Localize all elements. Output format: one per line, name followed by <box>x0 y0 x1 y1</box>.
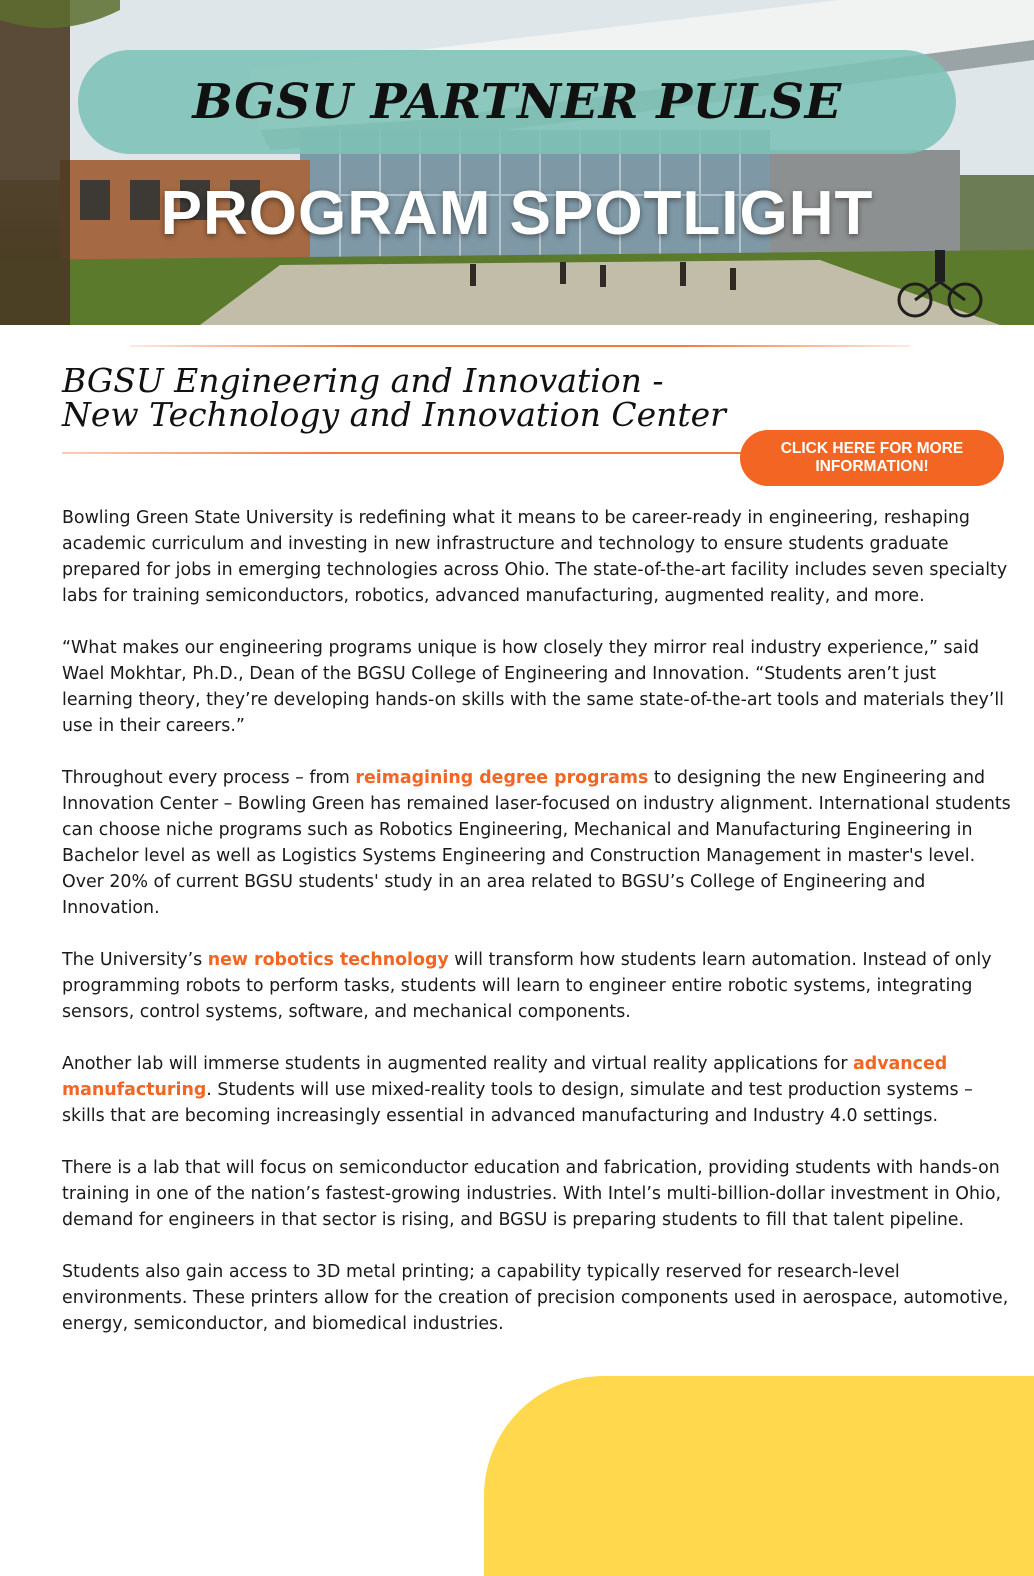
paragraph-1: Bowling Green State University is redefining what it means to be career-ready in engineering, reshaping academic curriculum and investing in new infrastructure and technology to ensure students graduate prepared for jobs in emerging technologies across Ohio. The state-of-the-art facility includes seven specialty labs for training semiconductors, robotics, advanced manufacturing, augmented reality, and more. <box>62 508 1008 606</box>
article-title <box>62 361 752 434</box>
new-robotics-technology-link[interactable]: new robotics technology <box>207 950 449 970</box>
more-information-button[interactable] <box>740 430 1004 486</box>
advanced-manufacturing-link[interactable]: advanced manufacturing <box>62 1054 948 1100</box>
divider-top <box>130 345 910 347</box>
article-body <box>62 505 1012 1363</box>
cta-line-2: INFORMATION! <box>815 458 929 475</box>
paragraph-3 <box>62 765 1012 921</box>
paragraph-4-text-b: will transform how students learn automation. Instead of only programming robots to perform tasks, students will learn to engineer entire robotic systems, integrating sensors, control systems, software, and mechanical components. <box>62 950 992 1022</box>
paragraph-3-text-a: Throughout every process – from <box>62 768 356 788</box>
newsletter-title: BGSU PARTNER PULSE <box>192 74 842 130</box>
cta-line-1: CLICK HERE FOR MORE <box>780 440 964 457</box>
paragraph-5-text-a: Another lab will immerse students in augmented reality and virtual reality applications for <box>62 1054 854 1074</box>
newsletter-title-pill <box>78 50 956 154</box>
reimagining-degree-programs-link[interactable]: reimagining degree programs <box>355 768 649 788</box>
paragraph-7: Students also gain access to 3D metal printing; a capability typically reserved for research-level environments. These printers allow for the creation of precision components used in aerospace, automotive, energy, semiconductor, and biomedical industries. <box>62 1262 1009 1334</box>
building-illustration <box>0 0 1034 325</box>
paragraph-6: There is a lab that will focus on semiconductor education and fabrication, providing students with hands-on training in one of the nation’s fastest-growing industries. With Intel’s multi-billion-dollar investment in Ohio, demand for engineers in that sector is rising, and BGSU is preparing students to fill that talent pipeline. <box>62 1158 1001 1230</box>
decorative-yellow-shape <box>484 1376 1034 1576</box>
paragraph-3-text-b: to designing the new Engineering and Innovation Center – Bowling Green has remained laser-focused on industry alignment. International students can choose niche programs such as Robotics Engineering, Mechanical and Manufacturing Engineering in Bachelor level as well as Logistics Systems Engineering and Construction Management in master's level. Over 20% of current BGSU students' study in an area related to BGSU’s College of Engineering and Innovation. <box>62 768 1011 918</box>
divider-bottom <box>62 452 752 454</box>
article-title-line-2: New Technology and Innovation Center <box>62 395 726 434</box>
paragraph-2: “What makes our engineering programs unique is how closely they mirror real industry experience,” said Wael Mokhtar, Ph.D., Dean of the BGSU College of Engineering and Innovation. “Students aren’t just learning theory, they’re developing hands-on skills with the same state-of-the-art tools and materials they’ll use in their careers.” <box>62 638 1005 736</box>
paragraph-5 <box>62 1051 1012 1129</box>
article-title-line-1: BGSU Engineering and Innovation - <box>62 361 664 400</box>
paragraph-4 <box>62 947 1012 1025</box>
hero-banner <box>0 0 1034 325</box>
paragraph-4-text-a: The University’s <box>62 950 208 970</box>
section-title: PROGRAM SPOTLIGHT <box>160 179 874 248</box>
paragraph-5-text-b: . Students will use mixed-reality tools to design, simulate and test production systems – skills that are becoming increasingly essential in advanced manufacturing and Industry 4.0 settings. <box>62 1080 973 1126</box>
